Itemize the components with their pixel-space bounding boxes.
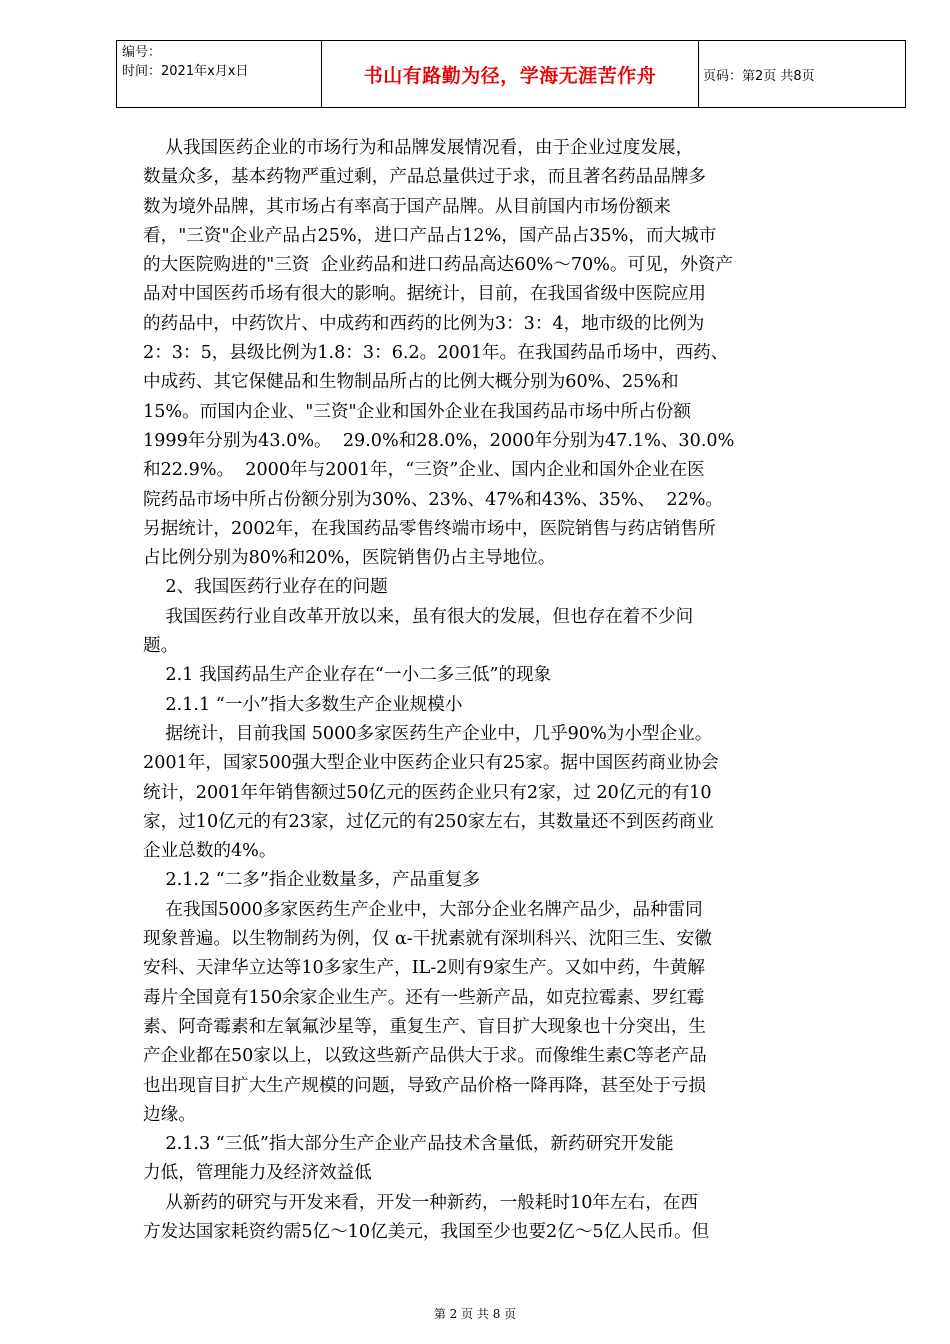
text-line: 产企业都在50家以上，以致这些新产品供大于求。而像维生素C等老产品	[143, 1046, 707, 1067]
text-line: 2001年，国家500强大型企业中医药企业只有25家。据中国医药商业协会	[143, 753, 719, 774]
text-line: 2.1.1 “一小”指大多数生产企业规模小	[143, 694, 463, 715]
text-line: 从新药的研究与开发来看，开发一种新药，一般耗时10年左右，在西	[143, 1192, 698, 1213]
text-line: 边缘。	[143, 1104, 196, 1125]
text-line: 院药品市场中所占份额分别为30%、23%、47%和43%、35%、 22%。	[143, 489, 724, 510]
text-line: 现象普遍。以生物制药为例，仅 α-干扰素就有深圳科兴、沈阳三生、安徽	[143, 929, 712, 950]
text-line: 从我国医药企业的市场行为和品牌发展情况看，由于企业过度发展，	[143, 138, 694, 158]
text-line: 题。	[143, 636, 179, 657]
text-line: 在我国5000多家医药生产企业中，大部分企业名牌产品少，品种雷同	[143, 899, 703, 920]
text-line: 品对中国医药币场有很大的影响。据统计，目前，在我国省级中医院应用	[143, 284, 707, 305]
text-line: 安科、天津华立达等10多家生产，IL-2则有9家生产。又如中药，牛黄解	[143, 958, 705, 979]
text-line: 毒片全国竟有150余家企业生产。还有一些新产品，如克拉霉素、罗红霉	[143, 987, 705, 1008]
text-line: 素、阿奇霉素和左氧氟沙星等，重复生产、盲目扩大现象也十分突出，生	[143, 1016, 707, 1037]
text-line: 2.1.3 “三低”指大部分生产企业产品技术含量低，新药研究开发能	[143, 1134, 674, 1155]
text-line: 我国医药行业自改革开放以来，虽有很大的发展，但也存在着不少问	[143, 606, 694, 627]
text-line: 2、我国医药行业存在的问题	[143, 577, 388, 598]
text-line: 2.1 我国药品生产企业存在“一小二多三低”的现象	[143, 665, 552, 686]
text-line: 的大医院购进的"三资 企业药品和进口药品高达60%～70%。可见，外资产	[143, 255, 734, 276]
text-line: 数为境外品牌，其市场占有率高于国产品牌。从目前国内市场份额来	[143, 196, 671, 217]
date-label: 时间：2021年x月x日	[122, 64, 249, 79]
text-line: 据统计，目前我国 5000多家医药生产企业中，几乎90%为小型企业。	[143, 723, 713, 744]
text-line: 中成药、其它保健品和生物制品所占的比例大概分别为60%、25%和	[143, 372, 679, 393]
text-line: 方发达国家耗资约需5亿～10亿美元，我国至少也要2亿～5亿人民币。但	[143, 1221, 710, 1242]
page-footer: 第 2 页 共 8 页	[433, 1307, 517, 1321]
text-line: 1999年分别为43.0%。 29.0%和28.0%，2000年分别为47.1%、30.0%	[143, 430, 735, 451]
text-line: 15%。而国内企业、"三资"企业和国外企业在我国药品市场中所占份额	[143, 401, 691, 422]
text-line: 2.1.2 “二多”指企业数量多，产品重复多	[143, 870, 481, 891]
text-line: 的药品中，中药饮片、中成药和西药的比例为3：3：4，地市级的比例为	[143, 313, 705, 334]
text-line: 力低，管理能力及经济效益低	[143, 1163, 372, 1184]
text-line: 看，"三资"企业产品占25%，进口产品占12%，国产品占35%，而大城市	[143, 225, 717, 246]
header-info-cell	[117, 41, 322, 108]
header-table	[116, 40, 906, 108]
document-body	[143, 134, 873, 1247]
text-line: 也出现盲目扩大生产规模的问题，导致产品价格一降再降，甚至处于亏损	[143, 1075, 707, 1096]
number-label: 编号：	[122, 45, 162, 60]
text-line: 2：3：5，县级比例为1.8：3：6.2。2001年。在我国药品币场中，西药、	[143, 343, 729, 364]
text-line: 统计，2001年年销售额过50亿元的医药企业只有2家，过 20亿元的有10	[143, 782, 712, 803]
text-line: 占比例分别为80%和20%，医院销售仍占主导地位。	[143, 548, 556, 569]
text-line: 数量众多，基本药物严重过剩，产品总量供过于求，而且著名药品品牌多	[143, 167, 707, 188]
page-label: 页码：第2页 共8页	[699, 41, 906, 108]
text-line: 另据统计，2002年，在我国药品零售终端市场中，医院销售与药店销售所	[143, 518, 716, 539]
text-line: 家，过10亿元的有23家，过亿元的有250家左右，其数量还不到医药商业	[143, 811, 714, 832]
text-line: 和22.9%。 2000年与2001年，“三资”企业、国内企业和国外企业在医	[143, 460, 705, 481]
motto: 书山有路勤为径，学海无涯苦作舟	[322, 41, 699, 108]
text-line: 企业总数的4%。	[143, 841, 277, 862]
